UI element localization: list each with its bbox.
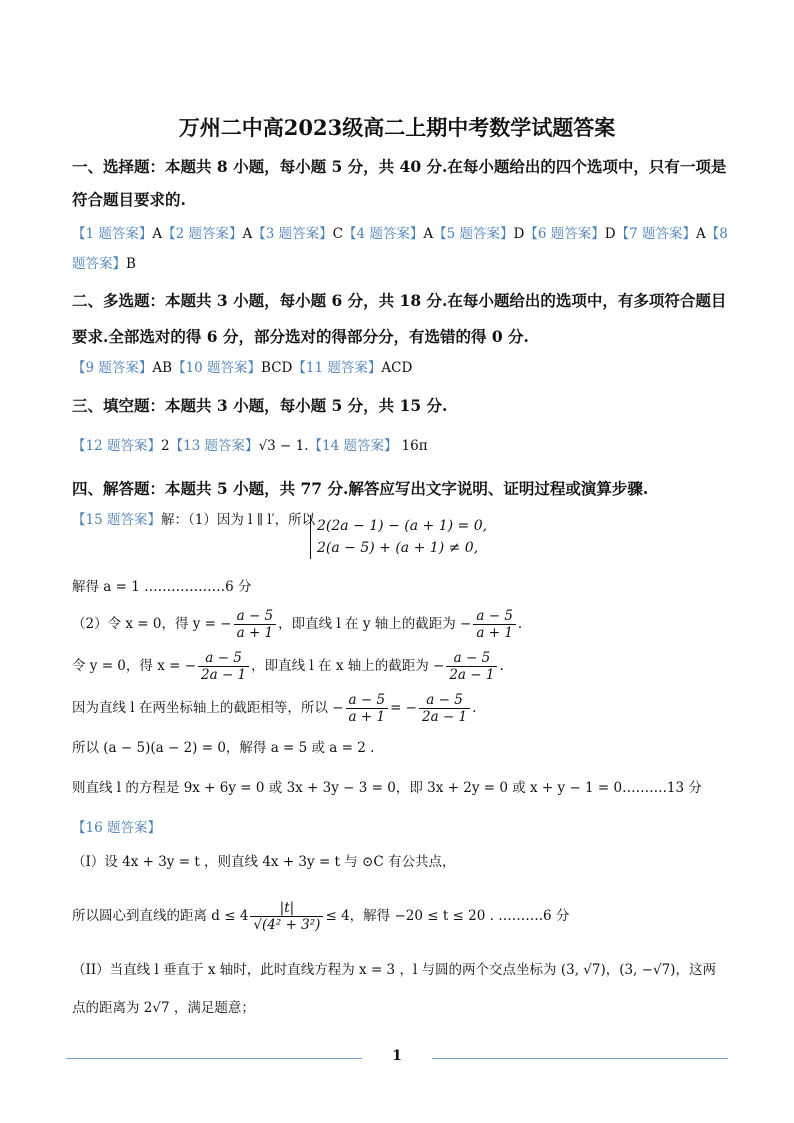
q15-solve-1: 解得 a = 1 ………………6 分 xyxy=(72,579,252,595)
q13-tag: 【13 题答案】 xyxy=(169,438,259,454)
q3-answer: C xyxy=(332,226,344,242)
q15-equation-system xyxy=(310,515,487,559)
multi-answers-row xyxy=(72,358,732,378)
q4-tag: 【4 题答案】 xyxy=(343,226,424,242)
section-3-heading: 三、填空题：本题共 3 小题，每小题 5 分，共 15 分. xyxy=(72,396,448,415)
section-1-heading: 一、选择题：本题共 8 小题，每小题 5 分，共 40 分.在每小题给出的四个选项中，只有一项是 xyxy=(72,157,727,176)
q15-system-eq1: 2(2a − 1) − (a + 1) = 0, xyxy=(317,518,488,534)
footer-rule-right xyxy=(432,1058,728,1059)
section-4-heading: 四、解答题：本题共 5 小题，共 77 分.解答应写出文字说明、证明过程或演算步骤. xyxy=(72,479,649,498)
section-2-heading: 二、多选题：本题共 3 小题，每小题 6 分，共 18 分.在每小题给出的选项中，有多项符合题目 xyxy=(72,291,727,310)
q15-part3-line: 令 y = 0，得 x = − $\frac{a - 5}{2a - 1}$ ，即直线 l 在 x 轴上的截距为 − $\frac{a - 5}{2a - 1}$ . xyxy=(72,650,504,683)
q8-tag-part2: 题答案】 xyxy=(72,256,126,272)
q15-part4-text: 因为直线 l 在两坐标轴上的截距相等，所以 − xyxy=(72,700,344,716)
q10-answer: BCD xyxy=(261,360,293,376)
q15-part3-b: ，即直线 l 在 x 轴上的截距为 − xyxy=(251,658,445,674)
q10-tag: 【10 题答案】 xyxy=(172,360,262,376)
q6-tag: 【6 题答案】 xyxy=(524,226,605,242)
fraction: $\frac{a - 5}{2a - 1}$ xyxy=(198,650,249,683)
q6-answer: D xyxy=(604,226,616,242)
q12-answer: 2 xyxy=(160,438,170,454)
q15-part2-line: （2）令 x = 0，得 y = − $\frac{a - 5}{a + 1}$ ，即直线 l 在 y 轴上的截距为 − $\frac{a - 5}{a + 1}$ . xyxy=(72,608,523,641)
q16-line-2 xyxy=(72,900,732,933)
q16-line-2-a: 所以圆心到直线的距离 d ≤ 4 xyxy=(72,908,249,924)
section-2-heading-cont: 要求.全部选对的得 6 分，部分选对的得部分分，有选错的得 0 分. xyxy=(72,327,529,346)
q2-answer: A xyxy=(242,226,253,242)
q5-tag: 【5 题答案】 xyxy=(433,226,514,242)
q8-answer: B xyxy=(126,256,136,272)
q8-tag-part1: 【8 xyxy=(705,226,728,242)
q15-part4-eq: = − xyxy=(390,700,417,716)
q15-part3-a: 令 y = 0，得 x = − xyxy=(72,658,197,674)
fraction: $\frac{|t|}{\text{√(4² + 3²)}}$ xyxy=(250,900,323,933)
q15-part2-a: （2）令 x = 0，得 y = − xyxy=(72,616,232,632)
q16-line-4: 点的距离为 2√7 ，满足题意； xyxy=(72,1000,255,1016)
page-number: 1 xyxy=(392,1048,402,1064)
q15-part5-line: 所以 (a − 5)(a − 2) = 0，解得 a = 5 或 a = 2 . xyxy=(72,740,375,756)
q12-tag: 【12 题答案】 xyxy=(72,438,161,454)
q7-tag: 【7 题答案】 xyxy=(615,226,696,242)
q11-answer: ACD xyxy=(381,360,413,376)
q14-answer: 16π xyxy=(401,438,428,454)
mc-answers-row-1 xyxy=(72,224,732,244)
q5-answer: D xyxy=(513,226,525,242)
page-title: 万州二中高2023级高二上期中考数学试题答案 xyxy=(178,115,616,140)
q15-part2-b: ，即直线 l 在 y 轴上的截距为 − xyxy=(278,616,472,632)
q7-answer: A xyxy=(695,226,706,242)
q16-line-2-b: ≤ 4，解得 −20 ≤ t ≤ 20 . ……….6 分 xyxy=(325,908,570,924)
q3-tag: 【3 题答案】 xyxy=(252,226,333,242)
section-1-heading-cont: 符合题目要求的. xyxy=(72,190,186,209)
q9-tag: 【9 题答案】 xyxy=(72,360,153,376)
q11-tag: 【11 题答案】 xyxy=(292,360,382,376)
q16-tag-line xyxy=(72,818,732,838)
fraction: $\frac{a - 5}{a + 1}$ xyxy=(234,608,277,641)
q15-part4-line: 因为直线 l 在两坐标轴上的截距相等，所以 − $\frac{a - 5}{a + 1}$ = − $\frac{a - 5}{2a - 1}$ . xyxy=(72,692,477,725)
mc-answers-row-2 xyxy=(72,254,732,274)
q9-answer: AB xyxy=(152,360,173,376)
fraction: $\frac{a - 5}{a + 1}$ xyxy=(346,692,389,725)
q2-tag: 【2 题答案】 xyxy=(162,226,243,242)
q14-tag: 【14 题答案】 xyxy=(308,438,398,454)
fraction: $\frac{a - 5}{2a - 1}$ xyxy=(446,650,497,683)
q13-answer: √3 − 1. xyxy=(258,438,309,454)
q15-tag: 【15 题答案】 xyxy=(72,512,161,528)
fraction: $\frac{a - 5}{2a - 1}$ xyxy=(419,692,470,725)
q16-tag: 【16 题答案】 xyxy=(72,820,161,836)
q15-system-eq2: 2(a − 5) + (a + 1) ≠ 0, xyxy=(317,540,479,556)
q15-intro-text: 解：（1）因为 l ∥ l′，所以 xyxy=(160,512,316,528)
fraction: $\frac{a - 5}{a + 1}$ xyxy=(473,608,516,641)
q15-part6-line: 则直线 l 的方程是 9x + 6y = 0 或 3x + 3y − 3 = 0，即 3x + 2y = 0 或 x + y − 1 = 0……….13 分 xyxy=(72,780,702,796)
q16-line-1: （I）设 4x + 3y = t ，则直线 4x + 3y = t 与 ⊙C 有公共点， xyxy=(72,854,456,870)
fill-answers-row xyxy=(72,436,732,456)
q4-answer: A xyxy=(423,226,434,242)
q16-line-3: （II）当直线 l 垂直于 x 轴时，此时直线方程为 x = 3 ，l 与圆的两个交点坐标为 (3, √7)，(3, −√7)，这两 xyxy=(72,962,716,978)
q1-tag: 【1 题答案】 xyxy=(72,226,153,242)
q1-answer: A xyxy=(152,226,163,242)
